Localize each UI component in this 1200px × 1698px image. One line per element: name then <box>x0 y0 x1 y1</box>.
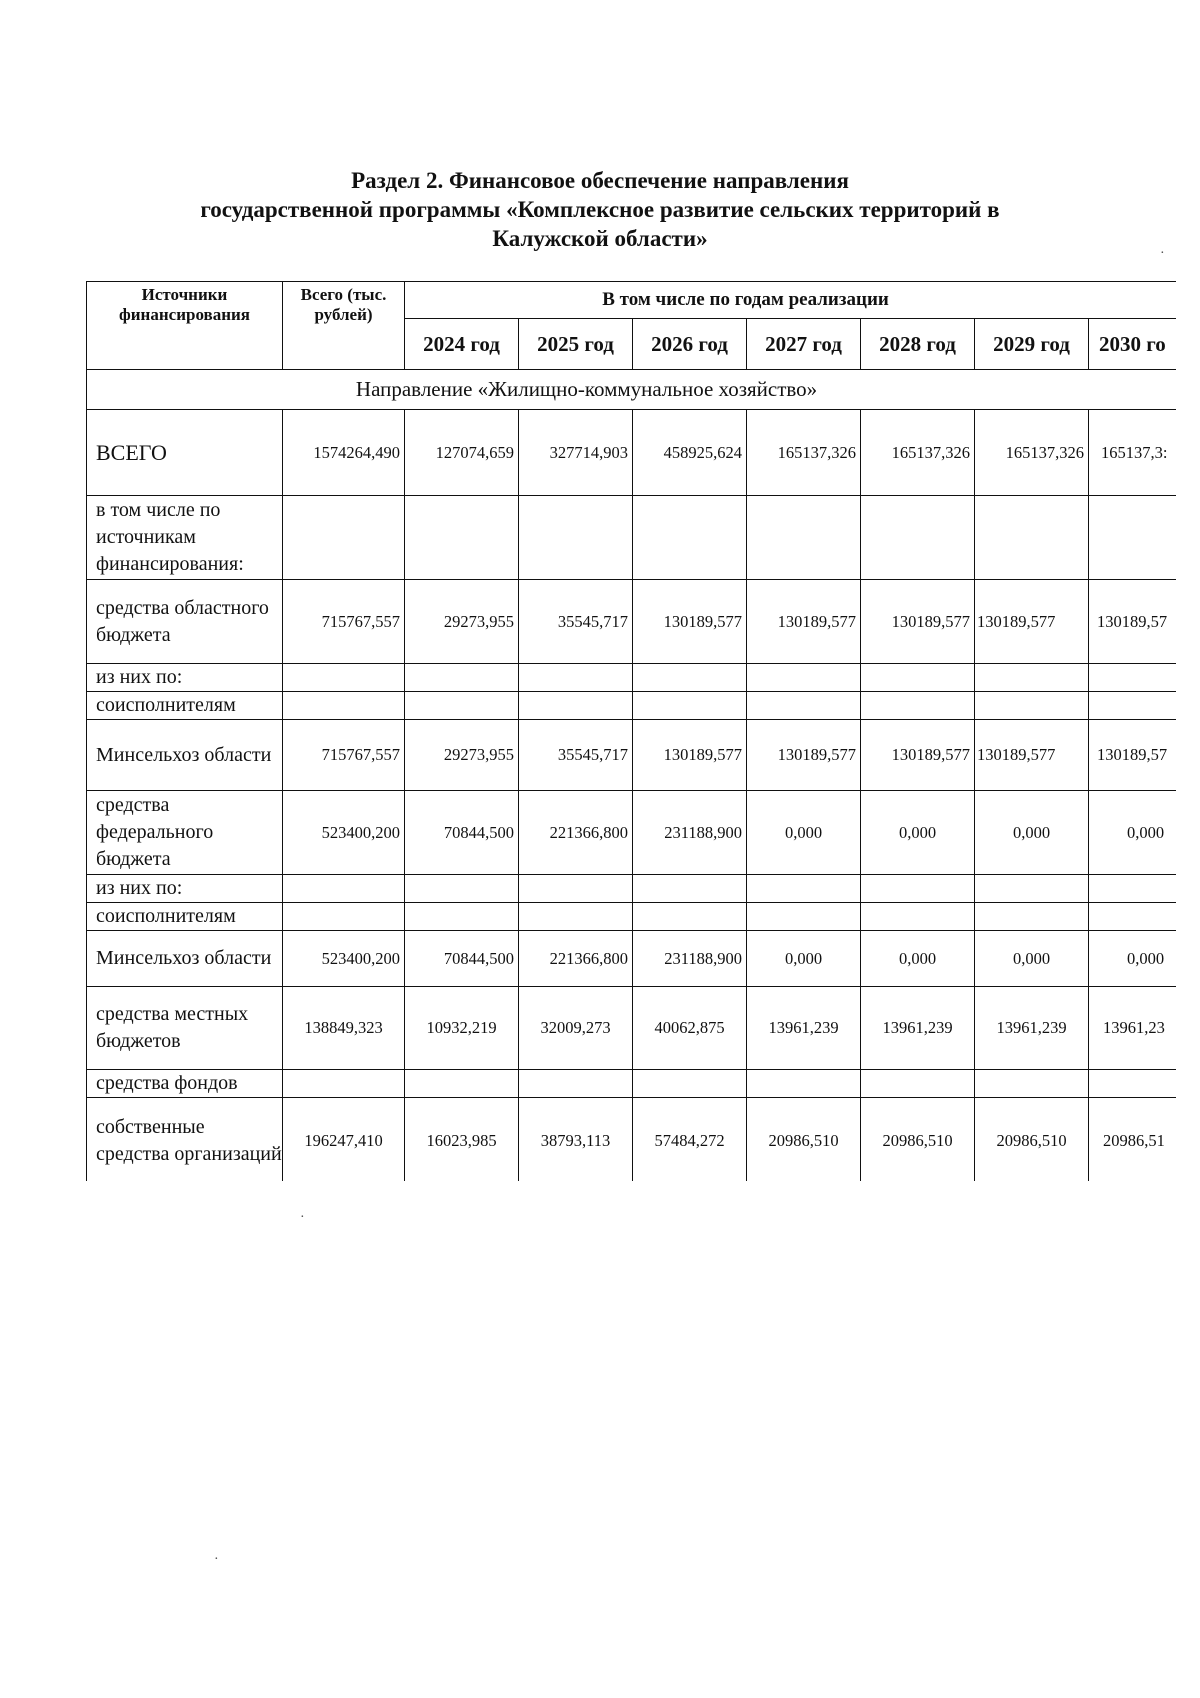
row-label: соисполнителям <box>87 692 283 720</box>
row-label: Минсельхоз области <box>87 720 283 791</box>
cell-value <box>1089 496 1177 580</box>
cell-value: 231188,900 <box>633 931 747 987</box>
cell-value: 57484,272 <box>633 1098 747 1182</box>
cell-value <box>1089 692 1177 720</box>
cell-value: 32009,273 <box>519 987 633 1070</box>
cell-value <box>519 496 633 580</box>
cell-total: 523400,200 <box>283 791 405 875</box>
cell-value: 130189,57 <box>1089 580 1177 664</box>
row-label: собственные средства организаций <box>87 1098 283 1182</box>
cell-value: 130189,577 <box>861 580 975 664</box>
cell-value <box>633 496 747 580</box>
cell-value: 29273,955 <box>405 720 519 791</box>
cell-value <box>747 875 861 903</box>
cell-value <box>747 1070 861 1098</box>
row-label: средства фондов <box>87 1070 283 1098</box>
cell-value: 130189,577 <box>975 580 1089 664</box>
cell-value: 40062,875 <box>633 987 747 1070</box>
row-label: из них по: <box>87 664 283 692</box>
cell-value <box>975 1070 1089 1098</box>
cell-value <box>405 875 519 903</box>
cell-total <box>283 664 405 692</box>
cell-value <box>861 496 975 580</box>
cell-value <box>519 664 633 692</box>
cell-value: 130189,577 <box>861 720 975 791</box>
header-year: 2025 год <box>519 319 633 370</box>
cell-total: 196247,410 <box>283 1098 405 1182</box>
cell-value <box>405 1070 519 1098</box>
title-line-2: государственной программы «Комплексное развитие сельских территорий в <box>200 197 1000 222</box>
cell-value <box>975 875 1089 903</box>
cell-value: 35545,717 <box>519 720 633 791</box>
cell-value <box>975 903 1089 931</box>
cell-total: 138849,323 <box>283 987 405 1070</box>
cell-value <box>975 496 1089 580</box>
cell-value <box>405 692 519 720</box>
cell-total <box>283 875 405 903</box>
row-label: средства федерального бюджета <box>87 791 283 875</box>
cell-value <box>633 903 747 931</box>
financing-table <box>86 281 1176 1181</box>
scan-speck: · <box>300 1210 305 1225</box>
cell-value: 0,000 <box>975 791 1089 875</box>
cell-value: 0,000 <box>747 931 861 987</box>
cell-value <box>1089 875 1177 903</box>
title-line-3: Калужской области» <box>492 226 708 251</box>
header-year: 2027 год <box>747 319 861 370</box>
scan-speck: · <box>214 1552 219 1567</box>
cell-value <box>747 664 861 692</box>
cell-value: 0,000 <box>975 931 1089 987</box>
cell-value <box>633 692 747 720</box>
section-heading <box>87 370 1177 410</box>
cell-value <box>747 692 861 720</box>
header-years-group-label: В том числе по годам реализации <box>602 289 889 310</box>
cell-value: 130189,577 <box>747 580 861 664</box>
row-label: средства областного бюджета <box>87 580 283 664</box>
cell-value <box>861 664 975 692</box>
cell-value <box>1089 903 1177 931</box>
scan-speck: · <box>1160 246 1165 261</box>
cell-value: 458925,624 <box>633 410 747 496</box>
cell-value <box>861 692 975 720</box>
cell-value <box>633 1070 747 1098</box>
cell-value: 165137,326 <box>861 410 975 496</box>
cell-value: 70844,500 <box>405 791 519 875</box>
cell-value <box>405 903 519 931</box>
cell-value: 127074,659 <box>405 410 519 496</box>
cell-value <box>861 903 975 931</box>
header-year: 2028 год <box>861 319 975 370</box>
cell-value: 165137,3: <box>1089 410 1177 496</box>
cell-value <box>861 1070 975 1098</box>
cell-value <box>633 664 747 692</box>
cell-value: 13961,239 <box>975 987 1089 1070</box>
cell-value: 0,000 <box>1089 791 1177 875</box>
cell-value <box>975 692 1089 720</box>
cell-value <box>405 496 519 580</box>
document-title <box>120 166 1080 253</box>
row-label: из них по: <box>87 875 283 903</box>
cell-total: 715767,557 <box>283 720 405 791</box>
cell-value: 130189,577 <box>747 720 861 791</box>
cell-total: 1574264,490 <box>283 410 405 496</box>
cell-value <box>633 875 747 903</box>
header-year: 2029 год <box>975 319 1089 370</box>
cell-value: 221366,800 <box>519 791 633 875</box>
cell-value: 327714,903 <box>519 410 633 496</box>
cell-value <box>1089 1070 1177 1098</box>
cell-value: 10932,219 <box>405 987 519 1070</box>
row-label: в том числе по источникам финансирования: <box>87 496 283 580</box>
cell-value <box>747 496 861 580</box>
header-total: Всего (тыс. рублей) <box>283 282 405 370</box>
cell-value <box>747 903 861 931</box>
cell-value: 0,000 <box>861 931 975 987</box>
cell-value: 0,000 <box>861 791 975 875</box>
cell-value: 130189,57 <box>1089 720 1177 791</box>
cell-value: 13961,23 <box>1089 987 1177 1070</box>
cell-value: 20986,510 <box>747 1098 861 1182</box>
row-label: средства местных бюджетов <box>87 987 283 1070</box>
cell-value: 130189,577 <box>633 720 747 791</box>
cell-value: 165137,326 <box>975 410 1089 496</box>
cell-value: 221366,800 <box>519 931 633 987</box>
cell-value <box>519 1070 633 1098</box>
cell-value: 38793,113 <box>519 1098 633 1182</box>
cell-total <box>283 496 405 580</box>
header-years-group <box>405 282 1177 319</box>
cell-value: 29273,955 <box>405 580 519 664</box>
cell-value: 70844,500 <box>405 931 519 987</box>
row-label: ВСЕГО <box>87 410 283 496</box>
header-year: 2026 год <box>633 319 747 370</box>
header-year: 2030 го <box>1089 319 1177 370</box>
row-label: соисполнителям <box>87 903 283 931</box>
row-label: Минсельхоз области <box>87 931 283 987</box>
financing-table-area <box>86 281 1176 1181</box>
cell-total <box>283 692 405 720</box>
cell-value <box>975 664 1089 692</box>
section-heading-label: Направление «Жилищно-коммунальное хозяйство» <box>355 377 818 401</box>
cell-value: 165137,326 <box>747 410 861 496</box>
cell-value <box>519 692 633 720</box>
cell-total: 523400,200 <box>283 931 405 987</box>
cell-value <box>1089 664 1177 692</box>
cell-value: 20986,51 <box>1089 1098 1177 1182</box>
header-year: 2024 год <box>405 319 519 370</box>
cell-value <box>519 875 633 903</box>
cell-value: 20986,510 <box>975 1098 1089 1182</box>
cell-value <box>861 875 975 903</box>
cell-value: 130189,577 <box>975 720 1089 791</box>
cell-total: 715767,557 <box>283 580 405 664</box>
title-line-1: Раздел 2. Финансовое обеспечение направления <box>351 168 849 193</box>
cell-value: 231188,900 <box>633 791 747 875</box>
cell-value: 13961,239 <box>861 987 975 1070</box>
cell-value: 0,000 <box>747 791 861 875</box>
cell-total <box>283 1070 405 1098</box>
cell-value: 16023,985 <box>405 1098 519 1182</box>
cell-total <box>283 903 405 931</box>
cell-value: 0,000 <box>1089 931 1177 987</box>
cell-value: 13961,239 <box>747 987 861 1070</box>
cell-value <box>519 903 633 931</box>
cell-value: 20986,510 <box>861 1098 975 1182</box>
cell-value: 130189,577 <box>633 580 747 664</box>
cell-value <box>405 664 519 692</box>
header-source: Источники финансирования <box>87 282 283 370</box>
cell-value: 35545,717 <box>519 580 633 664</box>
